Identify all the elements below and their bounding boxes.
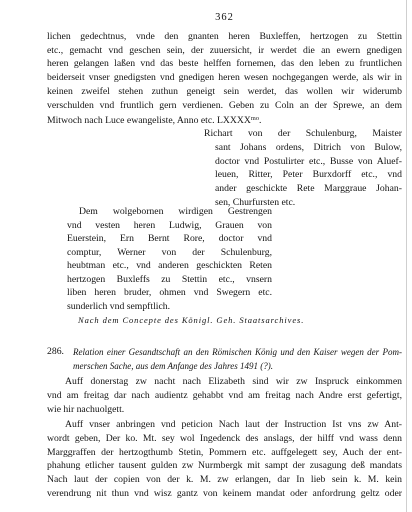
letter-line: beiderseit vnser gnedigsten vnd gnedigen heren wesen nochgegangen werde, als wir in [47, 72, 402, 84]
closing-line [47, 112, 402, 128]
signatory-line: leuen, Ritter, Peter Burxdorff etc., vnd [215, 169, 402, 181]
paragraph-1 [47, 375, 402, 416]
closing-date-text: Mitwoch nach Luce ewangeliste, Anno etc. LXXXX [47, 115, 251, 127]
entry-title-line: merschen Sache, aus dem Anfange des Jahres 1491 (?). [73, 361, 273, 371]
letter-line: lichen gedechtnus, vnde den gnanten heren Buxleffen, hertzogen zu Stettin [47, 31, 402, 42]
paragraph-line: wie hir nachuolgett. [47, 403, 125, 415]
address-line: vnd vesten heren Ludwig, Grauen von [67, 219, 272, 231]
address-line: Dem wolgebornen wirdigen Gestrengen [79, 206, 272, 217]
paragraph-line: verendrung nit thun vnd wisz gantz von keinem mandat oder anfordrung geltz oder [47, 487, 402, 499]
closing-date-tail: . [258, 115, 262, 127]
letter-body [47, 30, 402, 128]
signatory-line: ander geschickte Rete Marggraue Johan- [215, 183, 402, 195]
address-line: sunderlich vnd sempftlich. [67, 300, 171, 312]
signatory-line: Richart von der Schulenburg, Maister [204, 128, 402, 139]
paragraph-line: Marggraffen der hertzogthumb Stetin, Pommern etc. auffgelegett sey, Auch der ent- [47, 446, 402, 458]
letter-line: verschulden vnd fruntlich gern verdienen. Geben zu Coln an der Sprewe, an dem [47, 99, 402, 111]
closing-date-superscript: mo [250, 115, 259, 123]
entry-heading [73, 345, 402, 373]
letter-line: etc., gemacht vnd geschen sein, der zuuersicht, ir werdet die an ewern gnedigen [47, 44, 402, 56]
signatory-line: sant Johans ordens, Ditrich von Bulow, [215, 141, 402, 153]
letter-line: keinen zweifel stehen zuthun geneigt sein werdet, das wollen wir widerumb [47, 85, 402, 97]
paragraph-line: Auff vnser anbringen vnd peticion Nach laut der Instruction Ist vns zw Ant- [65, 419, 402, 430]
paragraph-2 [47, 418, 402, 501]
page-edge-line [406, 0, 407, 512]
address-line: heubtman etc., vnd anderen geschickten Reten [67, 260, 272, 271]
letter-line: heren gelangen laßen vnd das beste helffen fornemen, das den leben zu fruntlichen [47, 58, 402, 70]
address-line: comptur, Werner von der Schulenburg, [67, 246, 272, 258]
address-line: Euerstein, Ern Bernt Rore, doctor vnd [67, 233, 272, 244]
address-line: liben heren bruder, ohmen vnd Swegern etc. [67, 287, 272, 298]
signature-block [204, 127, 402, 210]
source-note: Nach dem Concepte des Königl. Geh. Staatsarchives. [78, 315, 305, 325]
entry-title-line: Relation einer Gesandtschaft an den Römischen König und den Kaiser wegen der Pom- [73, 347, 402, 357]
signatory-line: doctor vnd Postulirter etc., Busse von Aluef- [215, 155, 402, 167]
paragraph-line: phahung etlicher tausent gulden zw Nurmbergk mit sampt der zusagung deß mandats [47, 460, 402, 472]
address-block [67, 205, 272, 313]
paragraph-line: Nach laut der copien von der k. M. zw erlangen, dar In lieb sein k. M. kein [47, 474, 402, 486]
paragraph-line: Auff donerstag zw nacht nach Elizabeth sind wir zw Inspruck einkommen [65, 376, 402, 387]
entry-number: 286. [47, 346, 64, 357]
signatory-line: sen, Churfursten etc. [215, 196, 296, 208]
page-number: 362 [215, 12, 234, 23]
paragraph-line: wordt geben, Der ko. Mt. sey wol Ingedenck des anslags, der hilff vnd wass denn [47, 432, 402, 444]
paragraph-line: vnd am freitag dar nach audientz gehabbt vnd am freitag nach Andre erst gefertigt, [47, 389, 402, 401]
address-line: hertzogen Buxleffs zu Stettin etc., vnsern [67, 273, 272, 285]
